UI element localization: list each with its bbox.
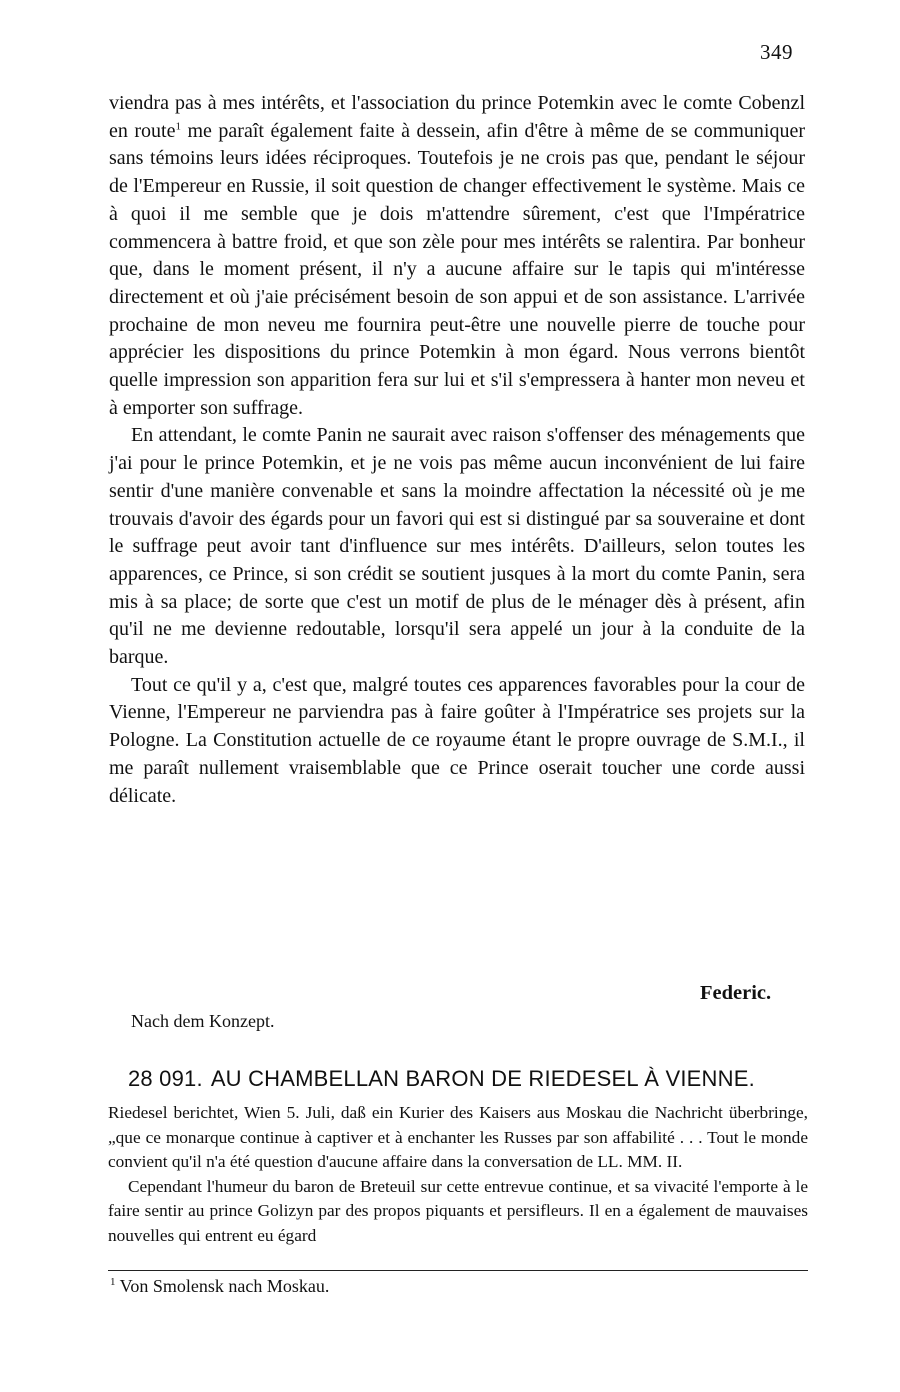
document-number: 28 091. xyxy=(128,1066,203,1091)
signature: Federic. xyxy=(700,982,772,1004)
footnote-text: Von Smolensk nach Moskau. xyxy=(115,1276,330,1296)
footnote-reference: 1 xyxy=(175,120,181,133)
summary-paragraph-2: Cependant l'humeur du baron de Breteuil sur cette entrevue continue, et sa vivacité l'emporte à le faire sentir au prince Golizyn par des propos piquants et persifleurs. Il en a également de mauvaises nouvelles qui entrent eu égard xyxy=(108,1176,808,1245)
paragraph-3: Tout ce qu'il y a, c'est que, malgré toutes ces apparences favorables pour la cour de Vienne, l'Empereur ne parviendra pas à faire goûter à l'Impératrice ses projets sur la Pologne. La Constitution actuelle de ce royaume étant le propre ouvrage de S.M.I., il me paraît nullement vraisemblable que ce Prince oserait toucher une corde aussi délicate. xyxy=(109,673,805,807)
paragraph-1-text-a: viendra pas à mes intérêts, et l'association du prince Potemkin avec le comte Cobenzl en route xyxy=(109,92,805,142)
letter-body xyxy=(109,90,805,810)
summary-paragraph-1: Riedesel berichtet, Wien 5. Juli, daß ein Kurier des Kaisers aus Moskau die Nachricht überbringe, „que ce monarque continue à captiver et à enchanter les Russes par son affabilité . . . Tout le monde convient qu'il n'a été question d'aucune affaire dans la conversation de LL. MM. II. xyxy=(108,1103,808,1171)
paragraph-2: En attendant, le comte Panin ne saurait avec raison s'offenser des ménagements que j'ai pour le prince Potemkin, et je ne vois pas même aucun inconvénient de lui faire sentir d'une manière convenable et sans la moindre affectation la nécessité où je me trouvais d'avoir des égards pour un favori qui est si distingué par sa souveraine et dont le suffrage peut avoir tant d'influence sur mes intérêts. D'ailleurs, selon toutes les apparences, ce Prince, si son crédit se soutient jusques à la mort du comte Panin, sera mis à sa place; de sorte que c'est un motif de plus de le ménager dès à présent, afin qu'il ne me devienne redoutable, lorsqu'il sera appelé un jour à la conduite de la barque. xyxy=(109,424,805,669)
footnote xyxy=(110,1276,329,1297)
footnote-marker: 1 xyxy=(110,1276,116,1288)
source-note: Nach dem Konzept. xyxy=(131,1011,275,1031)
footnote-divider xyxy=(108,1270,808,1271)
document-heading xyxy=(128,1066,808,1092)
paragraph-1 xyxy=(109,90,805,422)
document-title: AU CHAMBELLAN BARON DE RIEDESEL À VIENNE. xyxy=(210,1066,755,1091)
paragraph-1-text-b: me paraît également faite à dessein, afin d'être à même de se communiquer sans témoins leurs idées réciproques. Toutefois je ne crois pas que, pendant le séjour de l'Empereur en Russie, il soit question de changer effectivement le système. Mais ce à quoi il me semble que je dois m'attendre sûrement, c'est que l'Impératrice commencera à battre froid, et que son zèle pour mes intérêts se ralentira. Par bonheur que, dans le moment présent, il n'y a aucune affaire sur le tapis qui m'intéresse directement et où j'aie précisément besoin de son appui et de son assistance. L'arrivée prochaine de mon neveu me fournira peut-être une nouvelle pierre de touche pour apprécier les dispositions du prince Potemkin à mon égard. Nous verrons bientôt quelle impression son apparition fera sur lui et s'il s'empressera à hanter mon neveu et à emporter son suffrage. xyxy=(109,119,805,419)
summary-block xyxy=(108,1101,808,1248)
page-number: 349 xyxy=(760,40,793,64)
